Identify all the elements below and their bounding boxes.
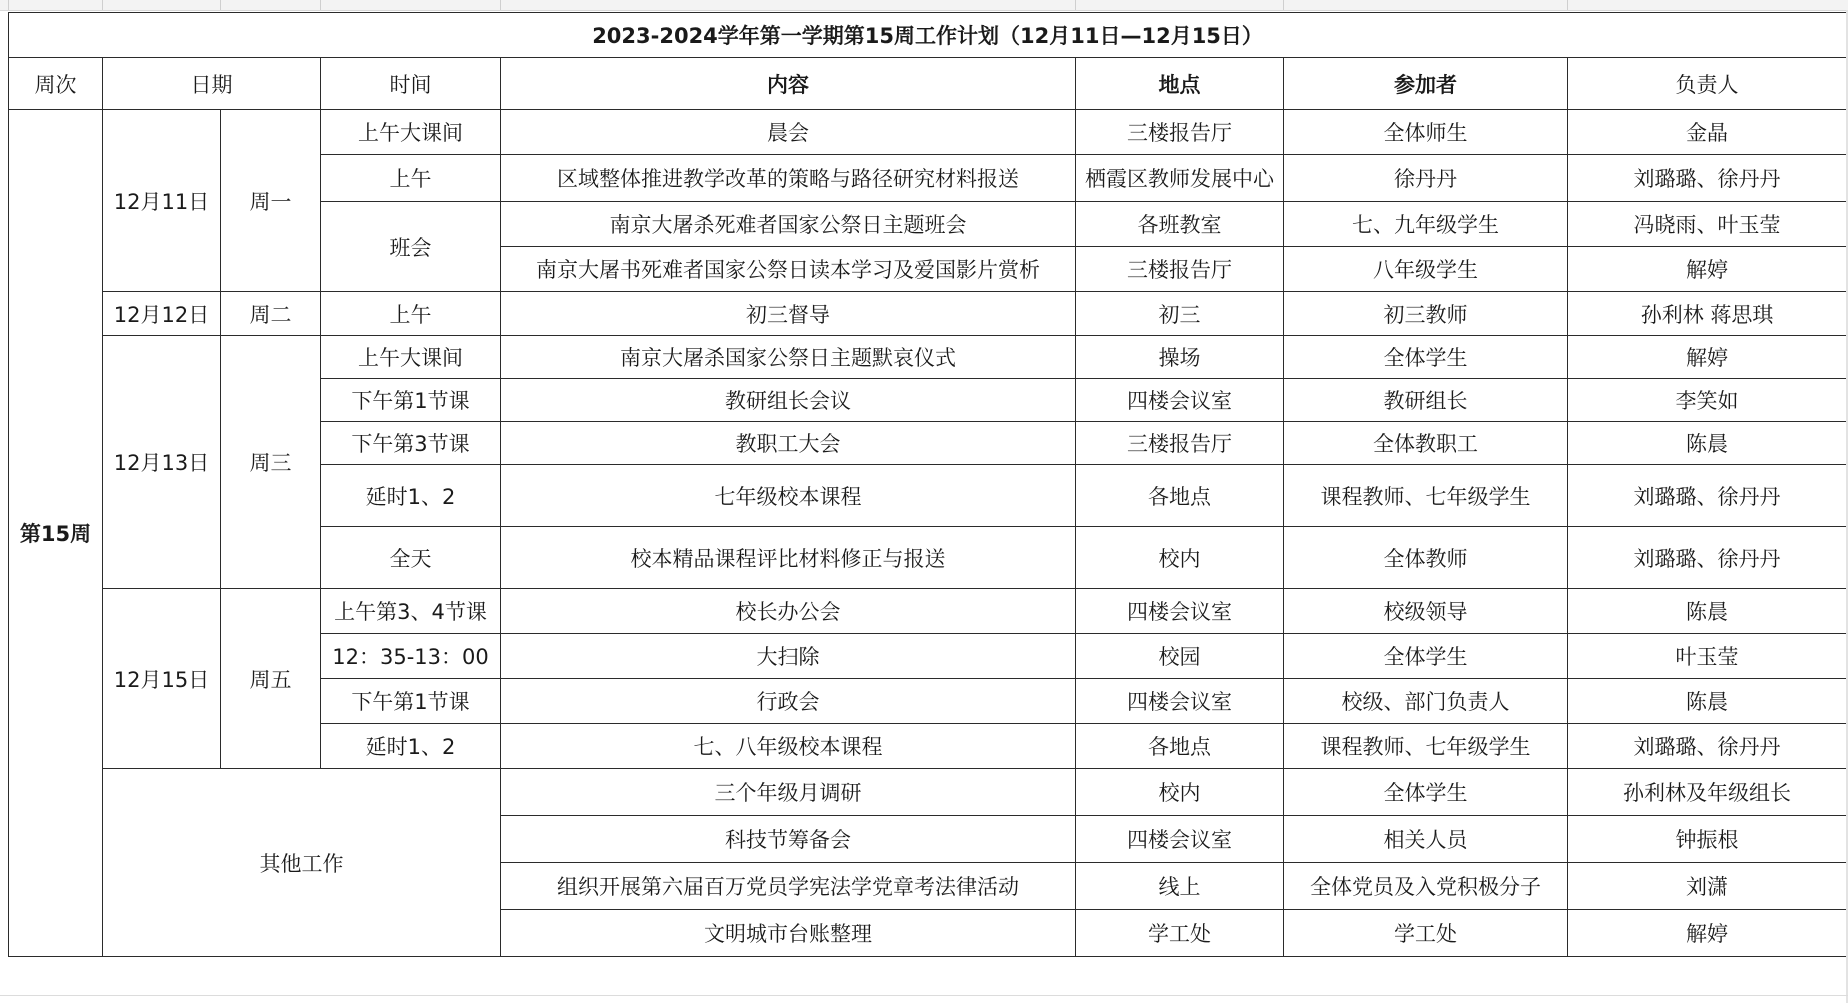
place-cell: 线上 bbox=[1076, 863, 1284, 910]
sheet-gridline bbox=[0, 995, 1848, 996]
participants-cell: 相关人员 bbox=[1284, 816, 1568, 863]
work-plan-table bbox=[8, 12, 1847, 957]
place-cell: 栖霞区教师发展中心 bbox=[1076, 155, 1284, 202]
participants-cell: 全体师生 bbox=[1284, 110, 1568, 155]
place-cell: 三楼报告厅 bbox=[1076, 422, 1284, 465]
date-cell: 12月13日 bbox=[103, 336, 221, 589]
table-row bbox=[9, 769, 1847, 816]
table-row bbox=[9, 110, 1847, 155]
participants-cell: 全体党员及入党积极分子 bbox=[1284, 863, 1568, 910]
header-date: 日期 bbox=[103, 58, 321, 110]
place-cell: 各班教室 bbox=[1076, 202, 1284, 247]
place-cell: 初三 bbox=[1076, 292, 1284, 336]
header-week: 周次 bbox=[9, 58, 103, 110]
content-cell: 区域整体推进教学改革的策略与路径研究材料报送 bbox=[501, 155, 1076, 202]
content-cell: 文明城市台账整理 bbox=[501, 910, 1076, 957]
owner-cell: 钟振根 bbox=[1568, 816, 1847, 863]
time-cell: 延时1、2 bbox=[321, 465, 501, 527]
weekday-cell: 周五 bbox=[221, 589, 321, 769]
participants-cell: 七、九年级学生 bbox=[1284, 202, 1568, 247]
header-content: 内容 bbox=[501, 58, 1076, 110]
place-cell: 四楼会议室 bbox=[1076, 379, 1284, 422]
place-cell: 三楼报告厅 bbox=[1076, 110, 1284, 155]
place-cell: 校园 bbox=[1076, 634, 1284, 679]
owner-cell: 金晶 bbox=[1568, 110, 1847, 155]
plan-title: 2023-2024学年第一学期第15周工作计划（12月11日—12月15日） bbox=[9, 13, 1847, 58]
owner-cell: 陈晨 bbox=[1568, 679, 1847, 724]
time-cell: 下午第1节课 bbox=[321, 379, 501, 422]
time-cell: 12：35-13：00 bbox=[321, 634, 501, 679]
time-cell: 上午 bbox=[321, 292, 501, 336]
owner-cell: 刘璐璐、徐丹丹 bbox=[1568, 527, 1847, 589]
participants-cell: 校级、部门负责人 bbox=[1284, 679, 1568, 724]
place-cell: 各地点 bbox=[1076, 724, 1284, 769]
weekday-cell: 周一 bbox=[221, 110, 321, 292]
table-row bbox=[9, 292, 1847, 336]
place-cell: 各地点 bbox=[1076, 465, 1284, 527]
content-cell: 南京大屠杀国家公祭日主题默哀仪式 bbox=[501, 336, 1076, 379]
participants-cell: 全体教职工 bbox=[1284, 422, 1568, 465]
place-cell: 操场 bbox=[1076, 336, 1284, 379]
owner-cell: 解婷 bbox=[1568, 247, 1847, 292]
owner-cell: 解婷 bbox=[1568, 336, 1847, 379]
place-cell: 校内 bbox=[1076, 769, 1284, 816]
place-cell: 学工处 bbox=[1076, 910, 1284, 957]
owner-cell: 刘璐璐、徐丹丹 bbox=[1568, 465, 1847, 527]
participants-cell: 八年级学生 bbox=[1284, 247, 1568, 292]
participants-cell: 全体教师 bbox=[1284, 527, 1568, 589]
date-cell: 12月11日 bbox=[103, 110, 221, 292]
date-cell: 12月15日 bbox=[103, 589, 221, 769]
content-cell: 科技节筹备会 bbox=[501, 816, 1076, 863]
participants-cell: 校级领导 bbox=[1284, 589, 1568, 634]
participants-cell: 全体学生 bbox=[1284, 769, 1568, 816]
header-time: 时间 bbox=[321, 58, 501, 110]
place-cell: 三楼报告厅 bbox=[1076, 247, 1284, 292]
other-work-label: 其他工作 bbox=[103, 769, 501, 957]
owner-cell: 冯晓雨、叶玉莹 bbox=[1568, 202, 1847, 247]
owner-cell: 刘璐璐、徐丹丹 bbox=[1568, 724, 1847, 769]
owner-cell: 叶玉莹 bbox=[1568, 634, 1847, 679]
content-cell: 校长办公会 bbox=[501, 589, 1076, 634]
participants-cell: 徐丹丹 bbox=[1284, 155, 1568, 202]
time-cell: 上午第3、4节课 bbox=[321, 589, 501, 634]
content-cell: 南京大屠书死难者国家公祭日读本学习及爱国影片赏析 bbox=[501, 247, 1076, 292]
table-row bbox=[9, 589, 1847, 634]
content-cell: 七、八年级校本课程 bbox=[501, 724, 1076, 769]
owner-cell: 刘潇 bbox=[1568, 863, 1847, 910]
time-cell: 上午 bbox=[321, 155, 501, 202]
content-cell: 教职工大会 bbox=[501, 422, 1076, 465]
content-cell: 三个年级月调研 bbox=[501, 769, 1076, 816]
owner-cell: 孙利林及年级组长 bbox=[1568, 769, 1847, 816]
date-cell: 12月12日 bbox=[103, 292, 221, 336]
content-cell: 初三督导 bbox=[501, 292, 1076, 336]
time-cell: 延时1、2 bbox=[321, 724, 501, 769]
place-cell: 四楼会议室 bbox=[1076, 589, 1284, 634]
content-cell: 教研组长会议 bbox=[501, 379, 1076, 422]
participants-cell: 课程教师、七年级学生 bbox=[1284, 724, 1568, 769]
table-row bbox=[9, 336, 1847, 379]
time-cell: 上午大课间 bbox=[321, 336, 501, 379]
owner-cell: 解婷 bbox=[1568, 910, 1847, 957]
header-place: 地点 bbox=[1076, 58, 1284, 110]
weekday-cell: 周二 bbox=[221, 292, 321, 336]
participants-cell: 教研组长 bbox=[1284, 379, 1568, 422]
participants-cell: 全体学生 bbox=[1284, 336, 1568, 379]
time-cell: 下午第1节课 bbox=[321, 679, 501, 724]
participants-cell: 学工处 bbox=[1284, 910, 1568, 957]
content-cell: 南京大屠杀死难者国家公祭日主题班会 bbox=[501, 202, 1076, 247]
content-cell: 行政会 bbox=[501, 679, 1076, 724]
place-cell: 四楼会议室 bbox=[1076, 816, 1284, 863]
place-cell: 校内 bbox=[1076, 527, 1284, 589]
header-owner: 负责人 bbox=[1568, 58, 1847, 110]
participants-cell: 初三教师 bbox=[1284, 292, 1568, 336]
owner-cell: 刘璐璐、徐丹丹 bbox=[1568, 155, 1847, 202]
owner-cell: 孙利林 蒋思琪 bbox=[1568, 292, 1847, 336]
week-label: 第15周 bbox=[9, 110, 103, 957]
header-participants: 参加者 bbox=[1284, 58, 1568, 110]
owner-cell: 陈晨 bbox=[1568, 422, 1847, 465]
header-row bbox=[9, 58, 1847, 110]
owner-cell: 李笑如 bbox=[1568, 379, 1847, 422]
place-cell: 四楼会议室 bbox=[1076, 679, 1284, 724]
participants-cell: 全体学生 bbox=[1284, 634, 1568, 679]
content-cell: 大扫除 bbox=[501, 634, 1076, 679]
content-cell: 七年级校本课程 bbox=[501, 465, 1076, 527]
time-cell: 全天 bbox=[321, 527, 501, 589]
time-cell: 上午大课间 bbox=[321, 110, 501, 155]
content-cell: 校本精品课程评比材料修正与报送 bbox=[501, 527, 1076, 589]
time-cell: 下午第3节课 bbox=[321, 422, 501, 465]
spreadsheet-column-strip bbox=[0, 0, 1848, 11]
participants-cell: 课程教师、七年级学生 bbox=[1284, 465, 1568, 527]
content-cell: 组织开展第六届百万党员学宪法学党章考法律活动 bbox=[501, 863, 1076, 910]
content-cell: 晨会 bbox=[501, 110, 1076, 155]
time-cell: 班会 bbox=[321, 202, 501, 292]
owner-cell: 陈晨 bbox=[1568, 589, 1847, 634]
weekday-cell: 周三 bbox=[221, 336, 321, 589]
